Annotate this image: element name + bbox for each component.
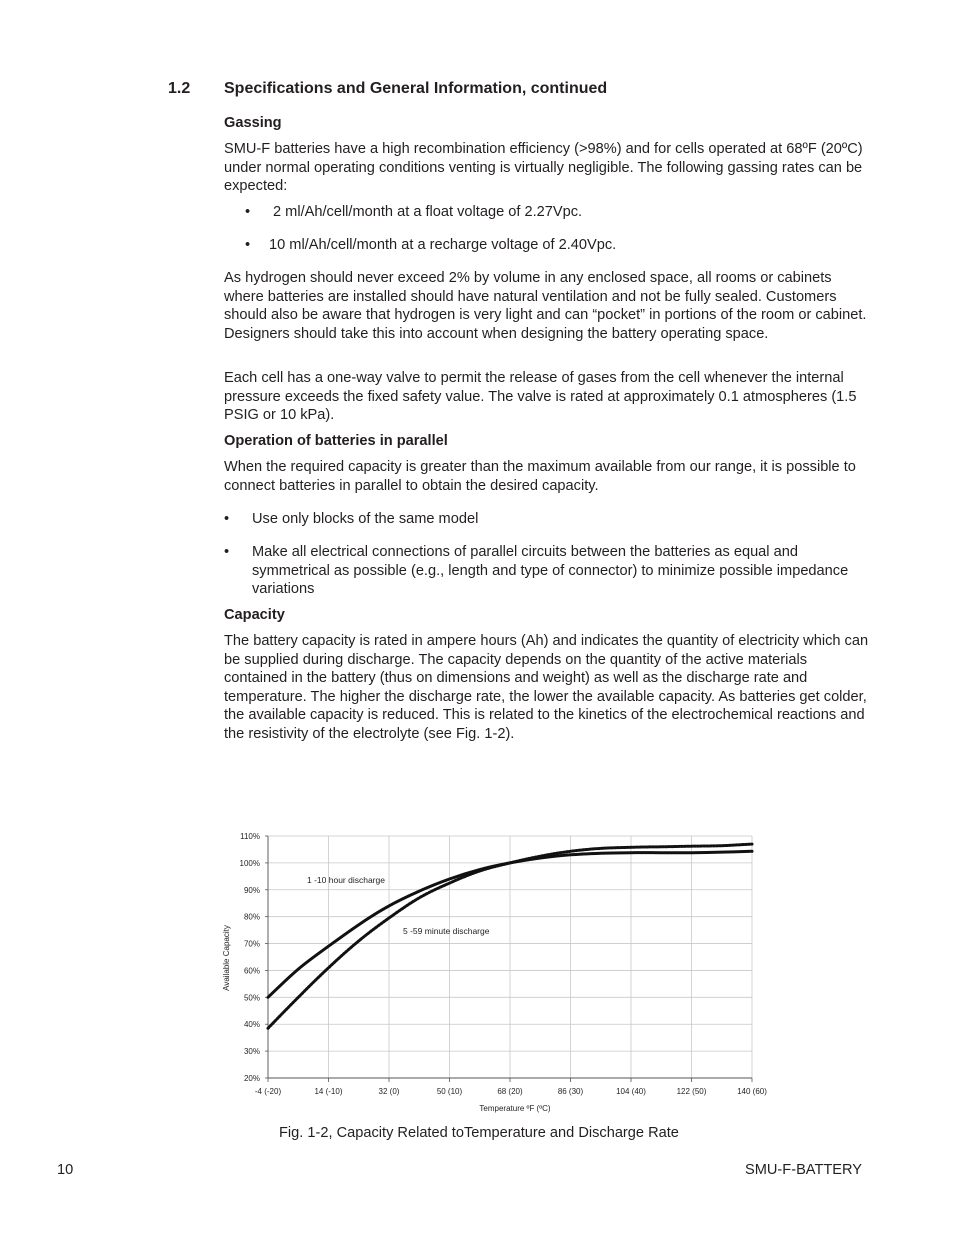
section-title: Specifications and General Information, continued (224, 80, 608, 97)
x-tick-label: 104 (40) (616, 1087, 646, 1096)
x-tick-label: 140 (60) (737, 1087, 767, 1096)
bullet-dot: • (245, 237, 251, 253)
figure-caption: Fig. 1-2, Capacity Related toTemperature and Discharge Rate (279, 1125, 679, 1141)
x-tick-labels (255, 1087, 767, 1096)
section-number: 1.2 (168, 80, 191, 97)
y-tick-label: 50% (243, 993, 260, 1003)
capacity-paragraph: The battery capacity is rated in ampere hours (Ah) and indicates the quantity of electricity which can be supplied during discharge. The capacity depends on the quantity of the active materials contained in the battery (thus on dimensions and weight) as well as the discharge rate and temperature. The higher the discharge rate, the lower the available capacity. As batteries get colder, the available capacity is reduced. This is related to the kinetics of the electrochemical reactions and the resistivity of the electrolyte (see Fig. 1-2). (224, 633, 869, 742)
y-tick-label: 60% (243, 966, 260, 976)
page-number: 10 (57, 1162, 74, 1178)
y-tick-label: 90% (243, 885, 260, 895)
gassing-paragraph-1: SMU-F batteries have a high recombination efficiency (>98%) and for cells operated at 68ºF (20ºC) under normal operating conditions venting is virtually negligible. The following gassing rates can be expected: (224, 141, 863, 195)
y-tick-label: 70% (243, 939, 260, 949)
y-tick-label: 40% (243, 1020, 260, 1030)
y-tick-label: 80% (243, 912, 260, 922)
parallel-bullet-connections: Make all electrical connections of parallel circuits between the batteries as equal and symmetrical as possible (e.g., length and type of connector) to minimize possible impedance variations (252, 544, 849, 598)
x-axis-title: Temperature ºF (ºC) (479, 1104, 551, 1113)
parallel-bullet-same-model: Use only blocks of the same model (252, 511, 479, 527)
chart-annotations (307, 875, 490, 936)
y-tick-label: 20% (243, 1074, 260, 1083)
y-axis-title: Available Capacity (222, 925, 231, 991)
x-tick-label: 32 (0) (378, 1087, 400, 1096)
x-tick-label: 68 (20) (497, 1087, 523, 1096)
x-tick-label: -4 (-20) (254, 1087, 282, 1096)
gassing-bullet-float: 2 ml/Ah/cell/month at a float voltage of 2.27Vpc. (273, 204, 583, 220)
y-tick-label: 100% (239, 858, 260, 868)
y-tick-label: 110% (240, 832, 260, 841)
annotation-1-10-hour: 1 -10 hour discharge (307, 875, 385, 885)
annotation-5-59-minute: 5 -59 minute discharge (403, 926, 490, 936)
x-tick-label: 50 (10) (436, 1087, 463, 1096)
capacity-temperature-chart (210, 820, 780, 1120)
x-tick-label: 86 (30) (557, 1087, 584, 1096)
y-tick-label: 30% (243, 1047, 260, 1057)
x-tick-label: 122 (50) (676, 1087, 707, 1096)
capacity-heading: Capacity (224, 607, 285, 623)
x-tick-label: 14 (-10) (314, 1087, 343, 1096)
parallel-paragraph: When the required capacity is greater than the maximum available from our range, it is possible to connect batteries in parallel to obtain the desired capacity. (224, 459, 856, 494)
gassing-bullet-recharge: 10 ml/Ah/cell/month at a recharge voltage of 2.40Vpc. (269, 237, 617, 253)
bullet-dot: • (224, 544, 230, 560)
parallel-heading: Operation of batteries in parallel (224, 433, 448, 449)
document-name: SMU-F-BATTERY (745, 1162, 863, 1178)
gassing-paragraph-3: Each cell has a one-way valve to permit the release of gases from the cell whenever the internal pressure exceeds the fixed safety value. The valve is rated at approximately 0.1 atmospheres (1.5 PSIG or 10 kPa). (224, 370, 857, 424)
y-tick-labels (240, 832, 260, 1083)
bullet-dot: • (245, 204, 251, 220)
gassing-paragraph-2: As hydrogen should never exceed 2% by volume in any enclosed space, all rooms or cabinets where batteries are installed should have natural ventilation and not be fully sealed. Customers should also be aware that hydrogen is very light and can “pocket” in portions of the room or cabinet. Designers should take this into account when designing the battery operating space. (224, 270, 867, 342)
gassing-heading: Gassing (224, 115, 282, 131)
bullet-dot: • (224, 511, 230, 527)
